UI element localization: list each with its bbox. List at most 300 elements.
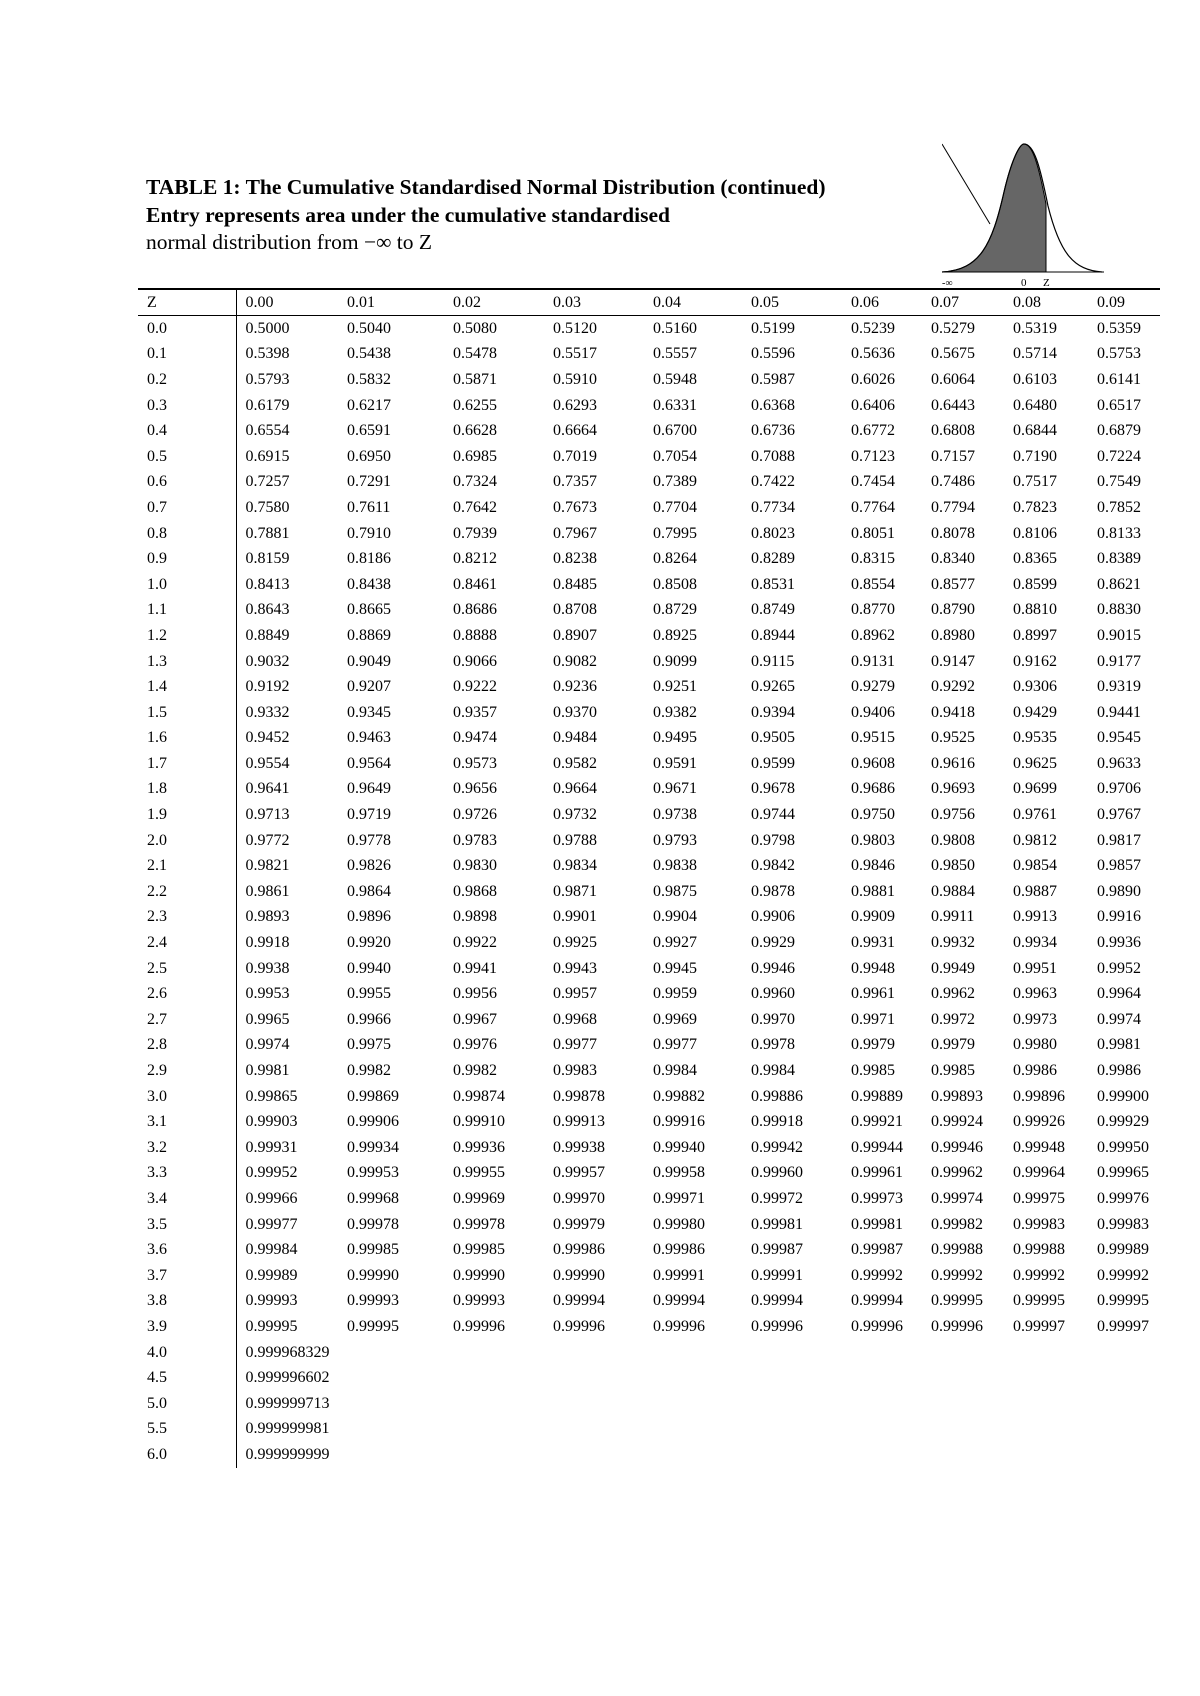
probability-cell: 0.99958 [653, 1164, 705, 1182]
probability-cell: 0.999999999 [245, 1445, 330, 1463]
z-value-cell: 3.0 [138, 1084, 236, 1110]
probability-cell: 0.9778 [347, 831, 391, 849]
probability-cell: 0.9963 [1013, 985, 1057, 1003]
table-row [138, 1161, 1160, 1187]
probability-cell: 0.99996 [553, 1317, 605, 1335]
probability-cell: 0.99948 [1013, 1138, 1065, 1156]
probability-cell: 0.9817 [1097, 831, 1141, 849]
column-header: 0.03 [544, 289, 644, 316]
probability-cell: 0.6103 [1013, 370, 1057, 388]
probability-cell: 0.99987 [851, 1241, 903, 1259]
table-row [138, 1058, 1160, 1084]
table-row [138, 802, 1160, 828]
probability-cell: 0.9292 [931, 678, 975, 696]
probability-cell: 0.7673 [553, 498, 597, 516]
probability-cell: 0.9978 [751, 1036, 795, 1054]
probability-cell: 0.5793 [245, 370, 290, 388]
probability-cell: 0.99971 [653, 1189, 705, 1207]
probability-cell: 0.9984 [653, 1062, 697, 1080]
probability-cell: 0.8888 [453, 626, 497, 644]
z-value-cell: 1.0 [138, 572, 236, 598]
probability-cell: 0.7794 [931, 498, 975, 516]
probability-cell: 0.9803 [851, 831, 895, 849]
z-value-cell: 2.8 [138, 1033, 236, 1059]
probability-cell: 0.5398 [245, 345, 290, 363]
probability-cell: 0.8023 [751, 524, 795, 542]
table-row [138, 905, 1160, 931]
probability-cell: 0.8106 [1013, 524, 1057, 542]
z-value-cell: 5.0 [138, 1391, 236, 1417]
probability-cell: 0.8238 [553, 550, 597, 568]
probability-cell: 0.5438 [347, 345, 391, 363]
table-row [138, 521, 1160, 547]
probability-cell: 0.5910 [553, 370, 597, 388]
probability-cell: 0.7549 [1097, 473, 1141, 491]
probability-cell: 0.5871 [453, 370, 497, 388]
probability-cell: 0.8790 [931, 601, 975, 619]
probability-cell: 0.9066 [453, 652, 497, 670]
table-description-line-2: normal distribution from −∞ to Z [146, 230, 433, 254]
probability-cell: 0.7823 [1013, 498, 1057, 516]
probability-cell: 0.99900 [1097, 1087, 1149, 1105]
probability-cell: 0.5714 [1013, 345, 1057, 363]
probability-cell: 0.7611 [347, 498, 391, 516]
probability-cell: 0.8944 [751, 626, 795, 644]
z-value-cell: 5.5 [138, 1417, 236, 1443]
table-row [138, 1417, 1160, 1443]
probability-cell: 0.99952 [245, 1164, 298, 1182]
probability-cell: 0.5359 [1097, 319, 1141, 337]
probability-cell: 0.6026 [851, 370, 895, 388]
table-row [138, 1109, 1160, 1135]
probability-cell: 0.9884 [931, 882, 975, 900]
probability-cell: 0.99940 [653, 1138, 705, 1156]
probability-cell: 0.99986 [653, 1241, 705, 1259]
probability-cell: 0.5040 [347, 319, 391, 337]
probability-cell: 0.9968 [553, 1010, 597, 1028]
table-row [138, 1007, 1160, 1033]
probability-cell: 0.9943 [553, 959, 597, 977]
probability-cell: 0.7910 [347, 524, 391, 542]
probability-cell: 0.9977 [653, 1036, 697, 1054]
probability-cell: 0.9591 [653, 754, 697, 772]
probability-cell: 0.7704 [653, 498, 697, 516]
probability-cell: 0.9222 [453, 678, 497, 696]
probability-cell: 0.9981 [1097, 1036, 1141, 1054]
column-header: 0.05 [742, 289, 842, 316]
probability-cell: 0.9941 [453, 959, 497, 977]
probability-cell: 0.9394 [751, 703, 795, 721]
probability-cell: 0.8577 [931, 575, 975, 593]
probability-cell: 0.7224 [1097, 447, 1141, 465]
probability-cell: 0.9783 [453, 831, 497, 849]
z-value-cell: 2.9 [138, 1058, 236, 1084]
probability-cell: 0.9505 [751, 729, 795, 747]
probability-cell: 0.8461 [453, 575, 497, 593]
probability-cell: 0.9015 [1097, 626, 1141, 644]
probability-cell: 0.99975 [1013, 1189, 1065, 1207]
probability-cell: 0.8531 [751, 575, 795, 593]
table-row [138, 853, 1160, 879]
probability-cell: 0.9671 [653, 780, 697, 798]
column-header: 0.06 [842, 289, 922, 316]
probability-cell: 0.8389 [1097, 550, 1141, 568]
probability-cell: 0.99882 [653, 1087, 705, 1105]
probability-cell: 0.9812 [1013, 831, 1057, 849]
probability-cell: 0.9177 [1097, 652, 1141, 670]
probability-cell: 0.7517 [1013, 473, 1057, 491]
probability-cell: 0.9946 [751, 959, 795, 977]
z-value-cell: 4.0 [138, 1340, 236, 1366]
probability-cell: 0.99972 [751, 1189, 803, 1207]
table-title-block [146, 174, 826, 257]
probability-cell: 0.6950 [347, 447, 391, 465]
table-row [138, 1084, 1160, 1110]
probability-cell: 0.7580 [245, 498, 290, 516]
probability-cell: 0.9861 [245, 882, 290, 900]
probability-cell: 0.6064 [931, 370, 975, 388]
probability-cell: 0.9911 [931, 908, 975, 926]
probability-cell: 0.99984 [245, 1241, 298, 1259]
probability-cell: 0.9616 [931, 754, 975, 772]
probability-cell: 0.99957 [553, 1164, 605, 1182]
probability-cell: 0.9699 [1013, 780, 1057, 798]
z-value-cell: 1.6 [138, 726, 236, 752]
probability-cell: 0.99921 [851, 1113, 903, 1131]
probability-cell: 0.8849 [245, 626, 290, 644]
probability-cell: 0.9535 [1013, 729, 1057, 747]
probability-cell: 0.99944 [851, 1138, 903, 1156]
probability-cell: 0.9772 [245, 831, 290, 849]
probability-cell: 0.5557 [653, 345, 697, 363]
probability-cell: 0.9706 [1097, 780, 1141, 798]
probability-cell: 0.7734 [751, 498, 795, 516]
probability-cell: 0.9625 [1013, 754, 1057, 772]
probability-cell: 0.9463 [347, 729, 391, 747]
probability-cell: 0.9147 [931, 652, 975, 670]
probability-cell: 0.9693 [931, 780, 975, 798]
probability-cell: 0.7881 [245, 524, 290, 542]
table-row [138, 700, 1160, 726]
probability-cell: 0.9969 [653, 1010, 697, 1028]
probability-cell: 0.9649 [347, 780, 391, 798]
probability-cell: 0.6517 [1097, 396, 1141, 414]
z-value-cell: 1.3 [138, 649, 236, 675]
probability-cell: 0.9977 [553, 1036, 597, 1054]
probability-cell: 0.99978 [453, 1215, 505, 1233]
probability-cell: 0.99869 [347, 1087, 399, 1105]
probability-cell: 0.9964 [1097, 985, 1141, 1003]
probability-cell: 0.7357 [553, 473, 597, 491]
probability-cell: 0.5120 [553, 319, 597, 337]
probability-cell: 0.99910 [453, 1113, 505, 1131]
probability-cell: 0.99996 [453, 1317, 505, 1335]
probability-cell: 0.9641 [245, 780, 290, 798]
probability-cell: 0.9525 [931, 729, 975, 747]
z-value-cell: 2.4 [138, 930, 236, 956]
probability-cell: 0.9931 [851, 934, 895, 952]
probability-cell: 0.6255 [453, 396, 497, 414]
probability-cell: 0.99936 [453, 1138, 505, 1156]
table-row [138, 598, 1160, 624]
probability-cell: 0.9983 [553, 1062, 597, 1080]
probability-cell: 0.99913 [553, 1113, 605, 1131]
table-row [138, 828, 1160, 854]
probability-cell: 0.9713 [245, 806, 290, 824]
probability-cell: 0.99934 [347, 1138, 399, 1156]
probability-cell: 0.99955 [453, 1164, 505, 1182]
probability-cell: 0.7967 [553, 524, 597, 542]
probability-cell: 0.9830 [453, 857, 497, 875]
probability-cell: 0.9965 [245, 1010, 290, 1028]
probability-cell: 0.7454 [851, 473, 895, 491]
z-value-cell: 0.9 [138, 546, 236, 572]
probability-cell: 0.8264 [653, 550, 697, 568]
probability-cell: 0.9826 [347, 857, 391, 875]
z-value-cell: 3.2 [138, 1135, 236, 1161]
probability-cell: 0.9664 [553, 780, 597, 798]
probability-cell: 0.99893 [931, 1087, 983, 1105]
column-header: 0.08 [1004, 289, 1088, 316]
probability-cell: 0.9382 [653, 703, 697, 721]
probability-cell: 0.99938 [553, 1138, 605, 1156]
probability-cell: 0.9971 [851, 1010, 895, 1028]
z-value-cell: 1.5 [138, 700, 236, 726]
table-row [138, 726, 1160, 752]
zero-label: 0 [1021, 277, 1027, 288]
probability-cell: 0.9850 [931, 857, 975, 875]
probability-cell: 0.99992 [851, 1266, 903, 1284]
probability-cell: 0.9979 [851, 1036, 895, 1054]
table-header [138, 289, 1160, 316]
table-title: TABLE 1: The Cumulative Standardised Normal Distribution (continued) [146, 175, 826, 199]
probability-cell: 0.5279 [931, 319, 975, 337]
table-row [138, 546, 1160, 572]
probability-cell: 0.99987 [751, 1241, 803, 1259]
probability-cell: 0.99994 [851, 1292, 903, 1310]
probability-cell: 0.9986 [1097, 1062, 1141, 1080]
probability-cell: 0.99962 [931, 1164, 983, 1182]
probability-cell: 0.99968 [347, 1189, 399, 1207]
z-value-cell: 1.9 [138, 802, 236, 828]
z-value-cell: 0.2 [138, 367, 236, 393]
probability-cell: 0.99997 [1097, 1317, 1149, 1335]
header-row [138, 289, 1160, 316]
probability-cell: 0.9973 [1013, 1010, 1057, 1028]
probability-cell: 0.99991 [751, 1266, 803, 1284]
table-row [138, 470, 1160, 496]
probability-cell: 0.6879 [1097, 422, 1141, 440]
probability-cell: 0.9370 [553, 703, 597, 721]
probability-cell: 0.8830 [1097, 601, 1141, 619]
probability-cell: 0.9345 [347, 703, 391, 721]
probability-cell: 0.9871 [553, 882, 597, 900]
probability-cell: 0.8508 [653, 575, 697, 593]
probability-cell: 0.999968329 [245, 1343, 330, 1361]
probability-cell: 0.9495 [653, 729, 697, 747]
probability-cell: 0.9207 [347, 678, 391, 696]
probability-cell: 0.99916 [653, 1113, 705, 1131]
table-row [138, 1365, 1160, 1391]
probability-cell: 0.9279 [851, 678, 895, 696]
probability-cell: 0.6985 [453, 447, 497, 465]
z-value-cell: 1.8 [138, 777, 236, 803]
probability-cell: 0.9726 [453, 806, 497, 824]
probability-cell: 0.6736 [751, 422, 795, 440]
column-header: 0.01 [338, 289, 444, 316]
probability-cell: 0.99878 [553, 1087, 605, 1105]
probability-cell: 0.8413 [245, 575, 290, 593]
probability-cell: 0.5675 [931, 345, 975, 363]
probability-cell: 0.9980 [1013, 1036, 1057, 1054]
probability-cell: 0.999996602 [245, 1369, 330, 1387]
probability-cell: 0.9608 [851, 754, 895, 772]
probability-cell: 0.99983 [1097, 1215, 1149, 1233]
probability-cell: 0.9945 [653, 959, 697, 977]
probability-cell: 0.9913 [1013, 908, 1057, 926]
probability-cell: 0.8051 [851, 524, 895, 542]
probability-cell: 0.9115 [751, 652, 795, 670]
probability-cell: 0.9678 [751, 780, 795, 798]
probability-cell: 0.8708 [553, 601, 597, 619]
probability-cell: 0.9952 [1097, 959, 1141, 977]
probability-cell: 0.9633 [1097, 754, 1141, 772]
probability-cell: 0.6480 [1013, 396, 1057, 414]
probability-cell: 0.9049 [347, 652, 391, 670]
probability-cell: 0.9938 [245, 959, 290, 977]
probability-cell: 0.9890 [1097, 882, 1141, 900]
probability-cell: 0.9961 [851, 985, 895, 1003]
probability-cell: 0.8962 [851, 626, 895, 644]
probability-cell: 0.9738 [653, 806, 697, 824]
probability-cell: 0.9864 [347, 882, 391, 900]
probability-cell: 0.9834 [553, 857, 597, 875]
table-row [138, 1135, 1160, 1161]
probability-cell: 0.8438 [347, 575, 391, 593]
probability-cell: 0.9131 [851, 652, 895, 670]
probability-cell: 0.5478 [453, 345, 497, 363]
probability-cell: 0.99995 [931, 1292, 983, 1310]
probability-cell: 0.9975 [347, 1036, 391, 1054]
z-value-cell: 2.2 [138, 879, 236, 905]
table-row [138, 981, 1160, 1007]
z-label: Z [1043, 277, 1050, 288]
table-description-line-1: Entry represents area under the cumulative standardised [146, 202, 670, 227]
probability-cell: 0.9985 [851, 1062, 895, 1080]
probability-cell: 0.99994 [553, 1292, 605, 1310]
probability-cell: 0.9985 [931, 1062, 975, 1080]
probability-cell: 0.7157 [931, 447, 975, 465]
probability-cell: 0.9906 [751, 908, 795, 926]
probability-cell: 0.99970 [553, 1189, 605, 1207]
z-value-cell: 3.4 [138, 1186, 236, 1212]
probability-cell: 0.8925 [653, 626, 697, 644]
table-row [138, 623, 1160, 649]
probability-cell: 0.7422 [751, 473, 795, 491]
z-value-cell: 3.3 [138, 1161, 236, 1187]
probability-cell: 0.9929 [751, 934, 795, 952]
probability-cell: 0.9953 [245, 985, 290, 1003]
table-body [138, 316, 1160, 1468]
probability-cell: 0.9452 [245, 729, 290, 747]
z-value-cell: 0.4 [138, 418, 236, 444]
probability-cell: 0.99966 [245, 1189, 298, 1207]
probability-cell: 0.7852 [1097, 498, 1141, 516]
probability-cell: 0.5319 [1013, 319, 1057, 337]
table-row [138, 572, 1160, 598]
probability-cell: 0.8907 [553, 626, 597, 644]
probability-cell: 0.8186 [347, 550, 391, 568]
probability-cell: 0.5753 [1097, 345, 1141, 363]
z-value-cell: 4.5 [138, 1365, 236, 1391]
probability-cell: 0.999999713 [245, 1394, 330, 1412]
probability-cell: 0.6217 [347, 396, 391, 414]
probability-cell: 0.99974 [931, 1189, 983, 1207]
probability-cell: 0.8621 [1097, 575, 1141, 593]
column-header: 0.00 [236, 289, 338, 316]
z-value-cell: 0.1 [138, 342, 236, 368]
probability-cell: 0.99977 [245, 1215, 298, 1233]
probability-cell: 0.9719 [347, 806, 391, 824]
table-row [138, 879, 1160, 905]
probability-cell: 0.6443 [931, 396, 975, 414]
probability-cell: 0.9984 [751, 1062, 795, 1080]
table-row [138, 956, 1160, 982]
probability-cell: 0.9798 [751, 831, 795, 849]
probability-cell: 0.9986 [1013, 1062, 1057, 1080]
probability-cell: 0.6664 [553, 422, 597, 440]
probability-cell: 0.99903 [245, 1113, 298, 1131]
probability-cell: 0.9904 [653, 908, 697, 926]
probability-cell: 0.7642 [453, 498, 497, 516]
z-value-cell: 1.1 [138, 598, 236, 624]
probability-cell: 0.9976 [453, 1036, 497, 1054]
probability-cell: 0.8980 [931, 626, 975, 644]
probability-cell: 0.6591 [347, 422, 391, 440]
probability-cell: 0.9972 [931, 1010, 975, 1028]
probability-cell: 0.9319 [1097, 678, 1141, 696]
probability-cell: 0.5948 [653, 370, 697, 388]
z-value-cell: 0.5 [138, 444, 236, 470]
probability-cell: 0.99964 [1013, 1164, 1065, 1182]
probability-cell: 0.9934 [1013, 934, 1057, 952]
probability-cell: 0.8365 [1013, 550, 1057, 568]
probability-cell: 0.5987 [751, 370, 795, 388]
probability-cell: 0.9901 [553, 908, 597, 926]
probability-cell: 0.9854 [1013, 857, 1057, 875]
table-row [138, 316, 1160, 342]
probability-cell: 0.99889 [851, 1087, 903, 1105]
probability-cell: 0.8729 [653, 601, 697, 619]
probability-cell: 0.99918 [751, 1113, 803, 1131]
probability-cell: 0.99980 [653, 1215, 705, 1233]
probability-cell: 0.99924 [931, 1113, 983, 1131]
probability-cell: 0.9948 [851, 959, 895, 977]
probability-cell: 0.99973 [851, 1189, 903, 1207]
probability-cell: 0.5596 [751, 345, 795, 363]
probability-cell: 0.99995 [245, 1317, 298, 1335]
probability-cell: 0.99926 [1013, 1113, 1065, 1131]
table-row [138, 1340, 1160, 1366]
probability-cell: 0.8869 [347, 626, 391, 644]
probability-cell: 0.6554 [245, 422, 290, 440]
probability-cell: 0.99996 [851, 1317, 903, 1335]
probability-cell: 0.8078 [931, 524, 975, 542]
probability-cell: 0.9959 [653, 985, 697, 1003]
probability-cell: 0.8159 [245, 550, 290, 568]
probability-cell: 0.99969 [453, 1189, 505, 1207]
probability-cell: 0.9744 [751, 806, 795, 824]
